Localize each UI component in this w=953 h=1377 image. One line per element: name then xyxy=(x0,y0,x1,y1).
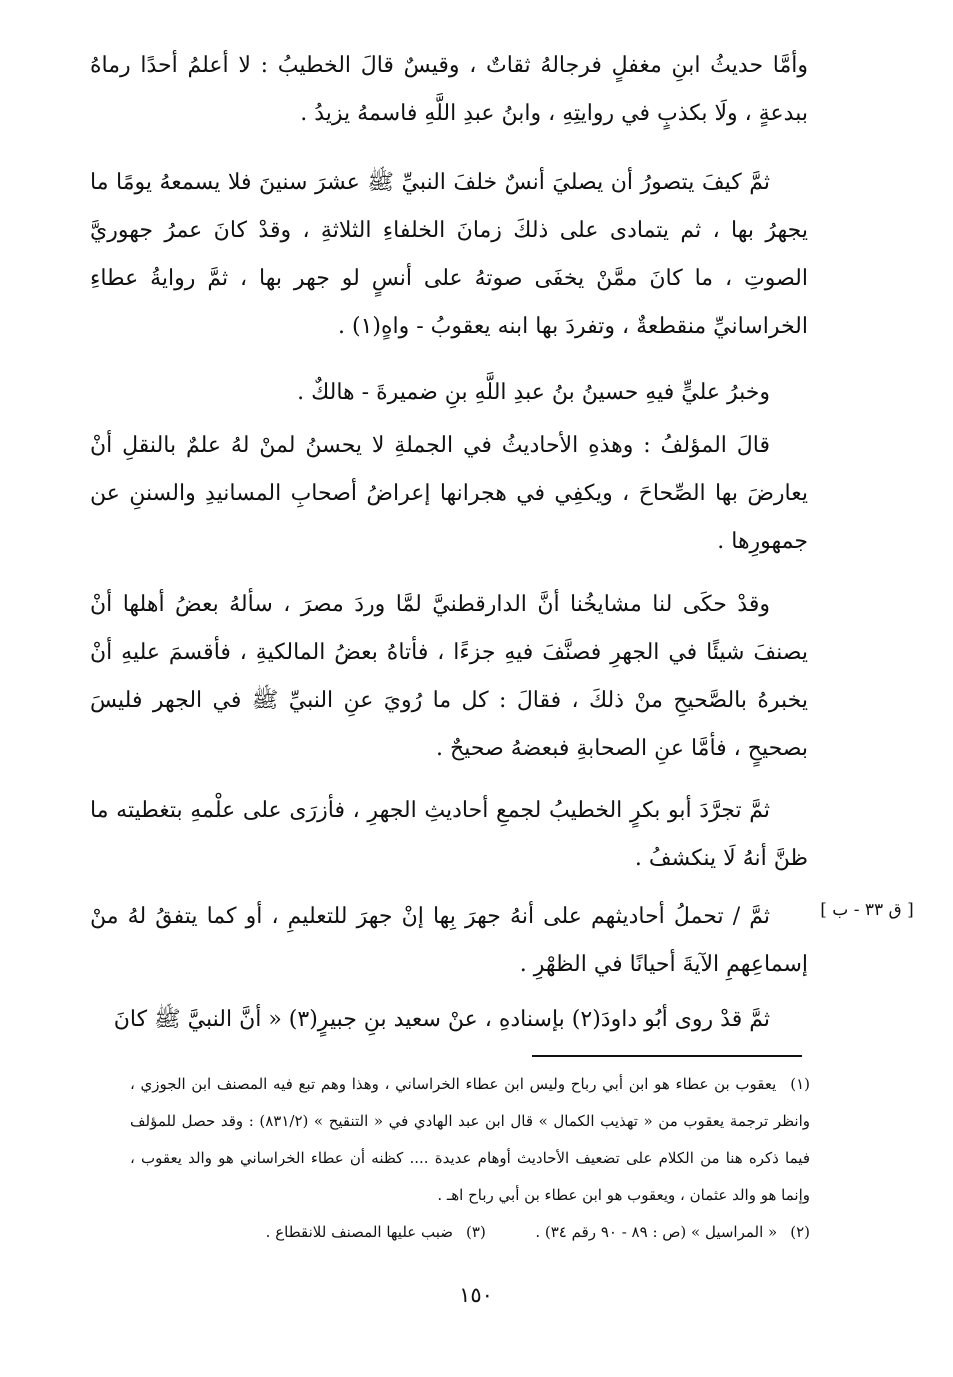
paragraph-text: قالَ المؤلفُ : وهذهِ الأحاديثُ في الجملةِ لا يحسنُ لمنْ لهُ علمٌ بالنقلِ أنْ يعارضَ بها الصِّحاحَ ، ويكفِي في هجرانها إعراضُ أصحابِ المسانيدِ والسننِ عن جمهورِها . xyxy=(90,433,808,554)
footnote-text: ضبب عليها المصنف للانقطاع . xyxy=(265,1223,454,1241)
paragraph-7 xyxy=(90,893,808,989)
footnotes xyxy=(130,1066,810,1251)
paragraph-1 xyxy=(90,42,808,138)
page-number: ١٥٠ xyxy=(459,1283,493,1307)
manuscript-folio-note: [ ق ٣٣ - ب ] xyxy=(820,900,914,920)
paragraph-5 xyxy=(90,581,808,773)
paragraph-text: ثمَّ قدْ روى أبُو داودَ(٢) بإسنادهِ ، عنْ سعيد بنِ جبيرٍ(٣) « أنَّ النبيَّ ﷺ كانَ xyxy=(113,1007,770,1032)
paragraph-text: ثمَّ / تحملُ أحاديثهم على أنهُ جهرَ بِها إنْ جهرَ للتعليمِ ، أو كما يتفقُ لهُ منْ إسماعِهمِ الآيةَ أحيانًا في الظهْرِ . xyxy=(90,904,808,977)
paragraph-text: ثمَّ كيفَ يتصورُ أن يصليَ أنسٌ خلفَ النبيِّ ﷺ عشرَ سنينَ فلا يسمعهُ يومًا ما يجهرُ بها ، ثم يتمادى على ذلكَ زمانَ الخلفاءِ الثلاثةِ ، وقدْ كانَ عمرُ جهوريَّ الصوتِ ، ما كانَ ممَّنْ يخفَى صوتهُ على أنسٍ لو جهر بها ، ثمَّ روايةُ عطاءِ الخراسانيِّ منقطعةٌ ، وتفردَ بها ابنه يعقوبُ - واهٍ(١) . xyxy=(90,170,808,339)
paragraph-2 xyxy=(90,159,808,351)
paragraph-4 xyxy=(90,422,808,566)
footnote-text: يعقوب بن عطاء هو ابن أبي رباح وليس ابن عطاء الخراساني ، وهذا وهم تبع فيه المصنف ابن الجوزي ، وانظر ترجمة يعقوب من « تهذيب الكمال » قال ابن عبد الهادي في « التنقيح » (٨٣١/٢) : وقد حصل للمؤلف فيما ذكره هنا من الكلام على تضعيف الأحاديث أوهام عديدة .... كظنه أن عطاء الخراساني هو والد يعقوب ، وإنما هو والد عثمان ، ويعقوب هو ابن عطاء بن أبي رباح اهـ . xyxy=(130,1075,810,1204)
paragraph-text: وخبرُ عليٍّ فيهِ حسينُ بنُ عبدِ اللَّهِ بنِ ضميرةَ - هالكٌ . xyxy=(297,380,770,405)
paragraph-3 xyxy=(90,369,808,417)
footnote-number: (١) xyxy=(790,1075,810,1093)
footnote-separator xyxy=(532,1055,802,1057)
paragraph-8 xyxy=(90,996,808,1044)
paragraph-text: وأمَّا حديثُ ابنِ مغفلٍ فرجالهُ ثقاتٌ ، وقيسٌ قالَ الخطيبُ : لا أعلمُ أحدًا رماهُ ببدعةٍ ، ولَا بكذبٍ في روايتِهِ ، وابنُ عبدِ اللَّهِ فاسمهُ يزيدُ . xyxy=(90,53,808,126)
footnote-number: (٢) xyxy=(790,1223,810,1241)
paragraph-text: ثمَّ تجرَّدَ أبو بكرٍ الخطيبُ لجمعِ أحاديثِ الجهرِ ، فأزرَى على علْمهِ بتغطيته ما ظنَّ أنهُ لَا ينكشفُ . xyxy=(90,798,808,871)
paragraph-text: وقدْ حكَى لنا مشايخُنا أنَّ الدارقطنيَّ لمَّا وردَ مصرَ ، سألهُ بعضُ أهلها أنْ يصنفَ شيئًا في الجهرِ فصنَّفَ فيهِ جزءًا ، فأتاهُ بعضُ المالكيةِ ، فأقسمَ عليهِ أنْ يخبرهُ بالصَّحيحِ منْ ذلكَ ، فقالَ : كل ما رُويَ عنِ النبيِّ ﷺ في الجهر فليسَ بصحيحٍ ، فأمَّا عنِ الصحابةِ فبعضهُ صحيحٌ . xyxy=(90,592,808,761)
footnote-1 xyxy=(130,1066,810,1214)
footnote-number: (٣) xyxy=(466,1223,486,1241)
footnote-2-3 xyxy=(130,1214,810,1251)
paragraph-6 xyxy=(90,787,808,883)
footnote-text: « المراسيل » (ص : ٨٩ - ٩٠ رقم ٣٤) . xyxy=(535,1223,778,1241)
